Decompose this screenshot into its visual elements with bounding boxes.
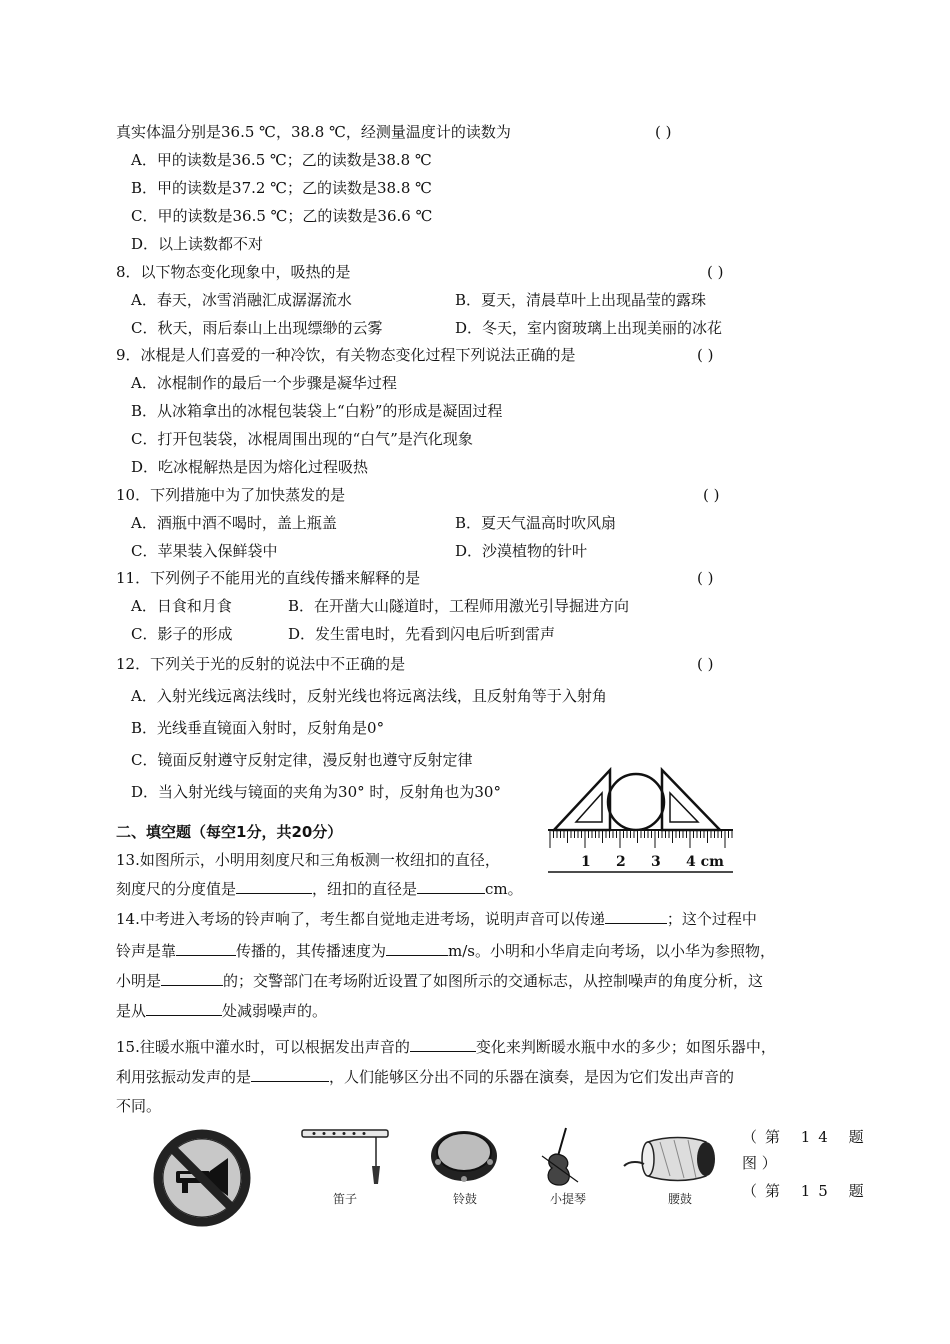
q7-answer-paren: ( ) [655,123,672,141]
q15-text-2b: ，人们能够区分出不同的乐器在演奏，是因为它们发出声音的 [329,1068,735,1086]
q7-stem: 真实体温分别是36.5 ℃，38.8 ℃，经测量温度计的读数为 [116,123,511,141]
q11-stem: 11．下列例子不能用光的直线传播来解释的是 [116,569,421,587]
q9-answer-paren: ( ) [697,346,714,364]
q7-option-d: D．以上读数都不对 [131,235,264,253]
q15-line-1 [116,1036,776,1057]
q14-text-4b: 处减弱噪声的。 [222,1002,328,1020]
q11-option-d: D．发生雷电时，先看到闪电后听到雷声 [288,625,556,643]
q13-blank-2[interactable] [417,878,485,894]
ruler-label: 2 [616,854,626,870]
q13-blank-1[interactable] [236,878,312,894]
ruler-figure [548,760,744,876]
q8-answer-paren: ( ) [707,263,724,281]
q14-text-3a: 小明是 [116,972,162,990]
q14-text-4a: 是从 [116,1002,147,1020]
q13-line-2 [116,878,523,899]
q14-line-4 [116,1000,327,1021]
instrument-label-waist-drum: 腰鼓 [667,1192,692,1206]
q11-option-c: C．影子的形成 [131,625,233,643]
q14-line-1 [116,908,757,929]
q10-answer-paren: ( ) [703,486,720,504]
q11-option-b: B．在开凿大山隧道时，工程师用激光引导掘进方向 [288,597,630,615]
q15-line-3: 不同。 [116,1097,162,1115]
q15-line-2 [116,1066,734,1087]
q10-stem: 10．下列措施中为了加快蒸发的是 [116,486,346,504]
q15-text-1b: 变化来判断暖水瓶中水的多少；如图乐器中， [475,1038,776,1056]
q9-option-d: D．吃冰棍解热是因为熔化过程吸热 [131,458,369,476]
tambourine-icon [428,1124,500,1184]
q7-option-b: B．甲的读数是37.2 ℃；乙的读数是38.8 ℃ [131,179,432,197]
fig14-caption-line-2: 图 ） [742,1154,777,1172]
section-2-heading: 二、填空题（每空1分，共20分） [116,823,343,841]
q8-option-c: C．秋天，雨后泰山上出现缥缈的云雾 [131,319,383,337]
q11-option-a: A．日食和月食 [131,597,232,615]
q9-option-a: A．冰棍制作的最后一个步骤是凝华过程 [131,374,397,392]
ruler-label: 3 [651,854,661,870]
q14-text-2a: 铃声是靠 [116,942,177,960]
q9-stem: 9．冰棍是人们喜爱的一种冷饮，有关物态变化过程下列说法正确的是 [116,346,576,364]
waist-drum-icon [620,1132,720,1186]
q8-stem: 8．以下物态变化现象中，吸热的是 [116,263,351,281]
fig15-caption-line-1: （第 15 题 [742,1182,872,1200]
q14-text-2c: m/s。小明和小华肩走向考场，以小华为参照物， [448,942,776,960]
q14-text-2b: 传播的，其传播速度为 [236,942,387,960]
q14-blank-4[interactable] [161,970,223,986]
q14-blank-3[interactable] [386,940,448,956]
q10-option-d: D．沙漠植物的针叶 [455,542,588,560]
q14-line-2 [116,940,775,961]
q14-blank-2[interactable] [176,940,236,956]
q14-text-1a: 14.中考进入考场的铃声响了，考生都自觉地走进考场，说明声音可以传递 [116,910,605,928]
violin-icon [538,1126,582,1188]
instrument-label-violin: 小提琴 [549,1192,586,1206]
q10-option-a: A．酒瓶中酒不喝时，盖上瓶盖 [131,514,337,532]
q8-option-a: A．春天，冰雪消融汇成潺潺流水 [131,291,352,309]
q14-text-1b: ；这个过程中 [666,910,757,928]
q10-option-b: B．夏天气温高时吹风扇 [455,514,617,532]
q11-answer-paren: ( ) [697,569,714,587]
q10-option-c: C．苹果装入保鲜袋中 [131,542,278,560]
q13-text-c: cm。 [485,880,523,898]
instrument-label-tambourine: 铃鼓 [452,1192,477,1206]
ruler-label: 1 [581,854,591,870]
q15-text-2a: 利用弦振动发声的是 [116,1068,252,1086]
q8-option-b: B．夏天，清晨草叶上出现晶莹的露珠 [455,291,707,309]
q14-text-3b: 的；交警部门在考场附近设置了如图所示的交通标志，从控制噪声的角度分析，这 [223,972,764,990]
q15-blank-1[interactable] [410,1036,476,1052]
q12-option-a: A．入射光线远离法线时，反射光线也将远离法线，且反射角等于入射角 [131,687,607,705]
q12-stem: 12．下列关于光的反射的说法中不正确的是 [116,655,406,673]
q12-answer-paren: ( ) [697,655,714,673]
q12-option-c: C．镜面反射遵守反射定律，漫反射也遵守反射定律 [131,751,473,769]
q9-option-b: B．从冰箱拿出的冰棍包装袋上“白粉”的形成是凝固过程 [131,402,503,420]
ruler-label: 4 cm [686,854,724,870]
q14-blank-1[interactable] [605,908,667,924]
q14-blank-5[interactable] [146,1000,222,1016]
q13-line-1: 13.如图所示，小明用刻度尺和三角板测一枚纽扣的直径， [116,851,500,869]
q12-option-d: D．当入射光线与镜面的夹角为30° 时，反射角也为30° [131,783,501,801]
q7-option-a: A．甲的读数是36.5 ℃；乙的读数是38.8 ℃ [131,151,432,169]
q15-blank-2[interactable] [251,1066,329,1082]
instrument-label-flute: 笛子 [332,1192,357,1206]
q8-option-d: D．冬天，室内窗玻璃上出现美丽的冰花 [455,319,723,337]
q12-option-b: B．光线垂直镜面入射时，反射角是0° [131,719,385,737]
q14-line-3 [116,970,763,991]
q9-option-c: C．打开包装袋，冰棍周围出现的“白气”是汽化现象 [131,430,473,448]
q13-text-a: 刻度尺的分度值是 [116,880,237,898]
q13-text-b: ，纽扣的直径是 [312,880,418,898]
flute-icon [300,1126,392,1186]
no-horn-sign-icon [152,1128,252,1228]
fig14-caption-line-1: （第 14 题 [742,1128,872,1146]
q15-text-1a: 15.往暖水瓶中灌水时，可以根据发出声音的 [116,1038,410,1056]
q7-option-c: C．甲的读数是36.5 ℃；乙的读数是36.6 ℃ [131,207,433,225]
